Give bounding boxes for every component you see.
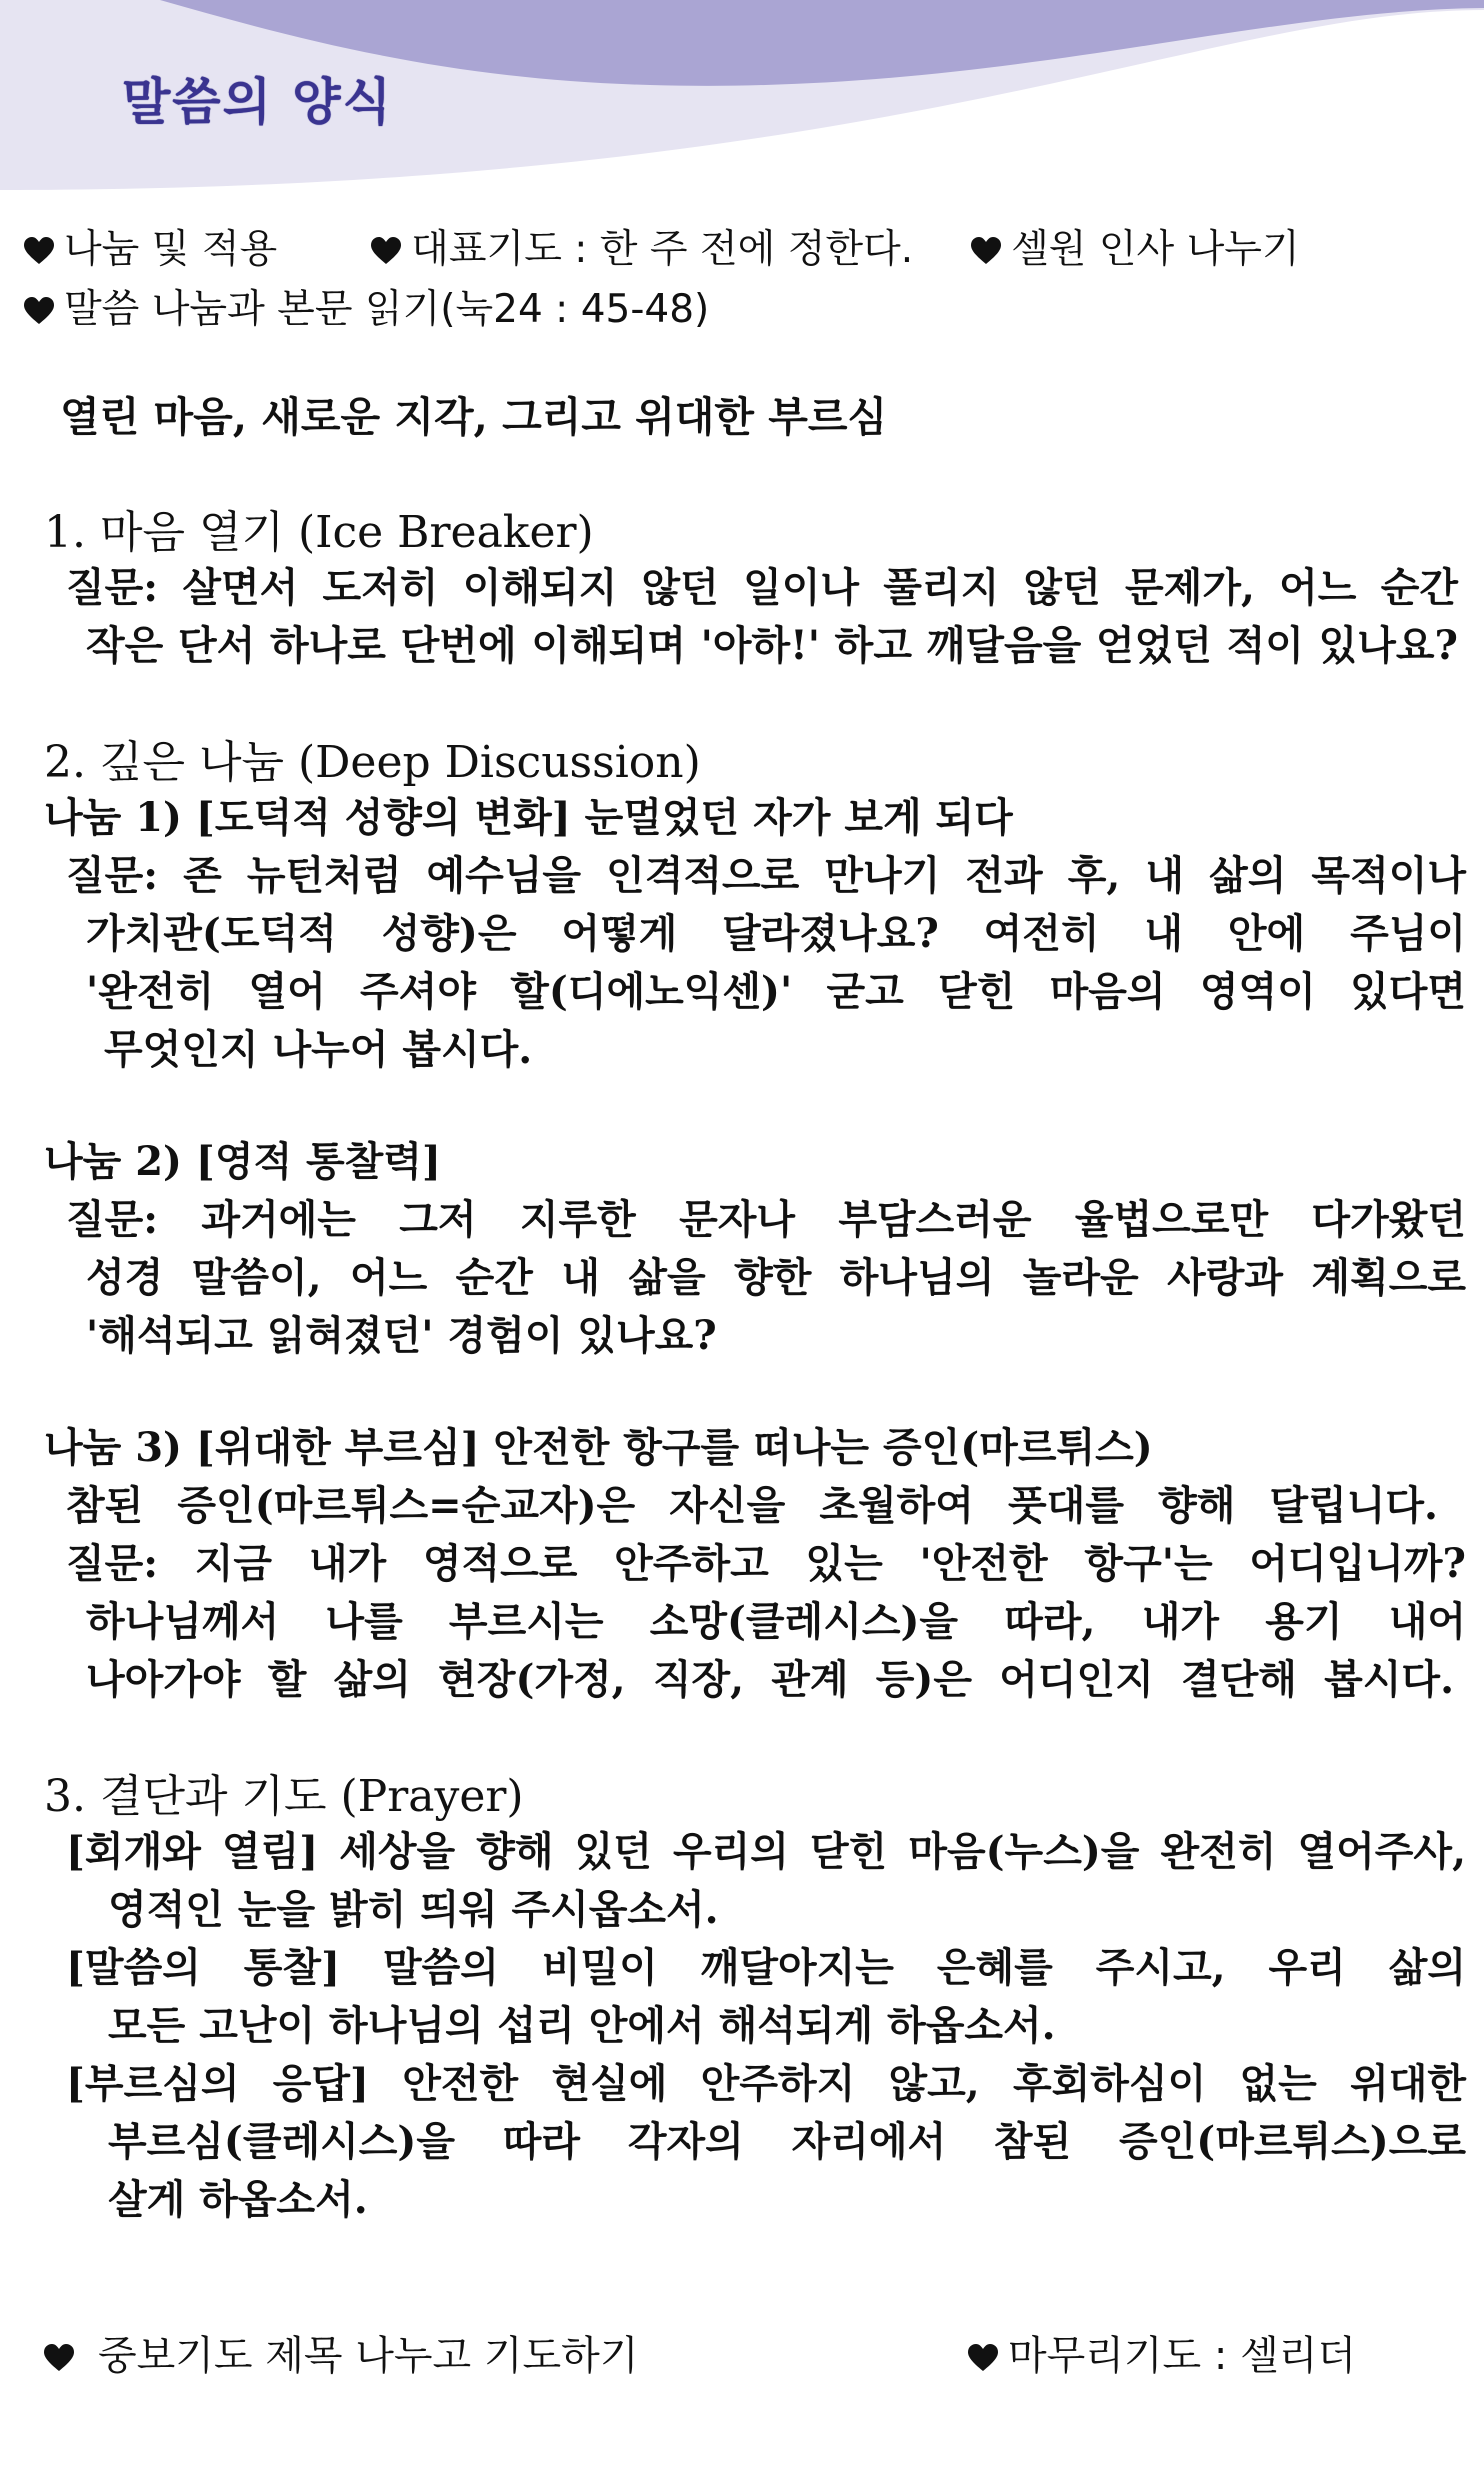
sharing-2-title: 나눔 2) [영적 통찰력]	[44, 1138, 441, 1185]
section-1-question-line-2: 작은 단서 하나로 단번에 이해되며 '아하!' 하고 깨달음을 얻었던 적이 있나요?	[86, 622, 1458, 669]
prayer-3-line-3: 살게 하옵소서.	[108, 2176, 368, 2223]
prayer-2-line-1: [말씀의 통찰] 말씀의 비밀이 깨달아지는 은혜를 주시고, 우리 삶의	[66, 1944, 1466, 1991]
sharing-3-question-line-3: 나아가야 할 삶의 현장(가정, 직장, 관계 등)은 어디인지 결단해 봅시다.	[86, 1656, 1454, 1703]
prayer-1-line-1: [회개와 열림] 세상을 향해 있던 우리의 닫힌 마음(누스)을 완전히 열어주사,	[66, 1828, 1466, 1875]
heart-icon	[371, 237, 401, 265]
section-1-heading: 1. 마음 열기 (Ice Breaker)	[44, 507, 594, 558]
sharing-1-question-line-3: '완전히 열어 주셔야 할(디에노익센)' 굳고 닫힌 마음의 영역이 있다면	[86, 968, 1466, 1015]
section-3-heading: 3. 결단과 기도 (Prayer)	[44, 1771, 524, 1822]
intro-greeting: 셀원 인사 나누기	[1011, 227, 1300, 272]
sharing-1-question-line-2: 가치관(도덕적 성향)은 어떻게 달라졌나요? 여전히 내 안에 주님이	[86, 910, 1466, 957]
sharing-1-question-line-1: 질문: 존 뉴턴처럼 예수님을 인격적으로 만나기 전과 후, 내 삶의 목적이나	[66, 852, 1466, 899]
intro-rep-prayer: 대표기도 : 한 주 전에 정한다.	[411, 227, 914, 272]
footer-closing-prayer	[968, 2324, 1356, 2381]
heart-icon	[24, 237, 54, 265]
sharing-3-title: 나눔 3) [위대한 부르심] 안전한 항구를 떠나는 증인(마르튀스)	[44, 1424, 1153, 1471]
intro-sharing: 나눔 및 적용	[64, 227, 278, 272]
sharing-1-question-line-4: 무엇인지 나누어 봅시다.	[104, 1026, 533, 1073]
intro-scripture-reading: 말씀 나눔과 본문 읽기(눅24 : 45-48)	[64, 287, 710, 332]
prayer-3-line-2: 부르심(클레시스)을 따라 각자의 자리에서 참된 증인(마르튀스)으로	[108, 2118, 1466, 2165]
sharing-2-question-line-2: 성경 말씀이, 어느 순간 내 삶을 향한 하나님의 놀라운 사랑과 계획으로	[86, 1254, 1466, 1301]
sharing-3-question-line-1: 질문: 지금 내가 영적으로 안주하고 있는 '안전한 항구'는 어디입니까?	[66, 1540, 1466, 1587]
sharing-3-question-line-2: 하나님께서 나를 부르시는 소망(클레시스)을 따라, 내가 용기 내어	[86, 1598, 1466, 1645]
sermon-title: 열린 마음, 새로운 지각, 그리고 위대한 부르심	[60, 393, 888, 441]
sharing-2-question-line-1: 질문: 과거에는 그저 지루한 문자나 부담스러운 율법으로만 다가왔던	[66, 1196, 1466, 1243]
sharing-1-title: 나눔 1) [도덕적 성향의 변화] 눈멀었던 자가 보게 되다	[44, 794, 1013, 841]
heart-icon	[44, 2344, 74, 2372]
prayer-3-line-1: [부르심의 응답] 안전한 현실에 안주하지 않고, 후회하심이 없는 위대한	[66, 2060, 1466, 2107]
prayer-2-line-2: 모든 고난이 하나님의 섭리 안에서 해석되게 하옵소서.	[108, 2002, 1056, 2049]
section-1-question-line-1: 질문: 살면서 도저히 이해되지 않던 일이나 풀리지 않던 문제가, 어느 순간	[66, 564, 1458, 611]
heart-icon	[24, 297, 54, 325]
intro-row-2	[24, 278, 709, 334]
footer-intercession	[44, 2324, 638, 2381]
sharing-2-question-line-3: '해석되고 읽혀졌던' 경험이 있나요?	[86, 1312, 717, 1359]
page-title: 말씀의 양식	[122, 73, 393, 131]
prayer-1-line-2: 영적인 눈을 밝히 띄워 주시옵소서.	[108, 1886, 719, 1933]
intro-row-1	[24, 218, 1300, 274]
sharing-3-line-1: 참된 증인(마르튀스=순교자)은 자신을 초월하여 풋대를 향해 달립니다.	[66, 1482, 1438, 1529]
heart-icon	[968, 2344, 998, 2372]
footer-closing-prayer-label: 마무리기도 : 셀리더	[1008, 2333, 1357, 2379]
footer-intercession-label: 중보기도 제목 나누고 기도하기	[98, 2333, 639, 2379]
heart-icon	[971, 237, 1001, 265]
section-2-heading: 2. 깊은 나눔 (Deep Discussion)	[44, 737, 701, 788]
